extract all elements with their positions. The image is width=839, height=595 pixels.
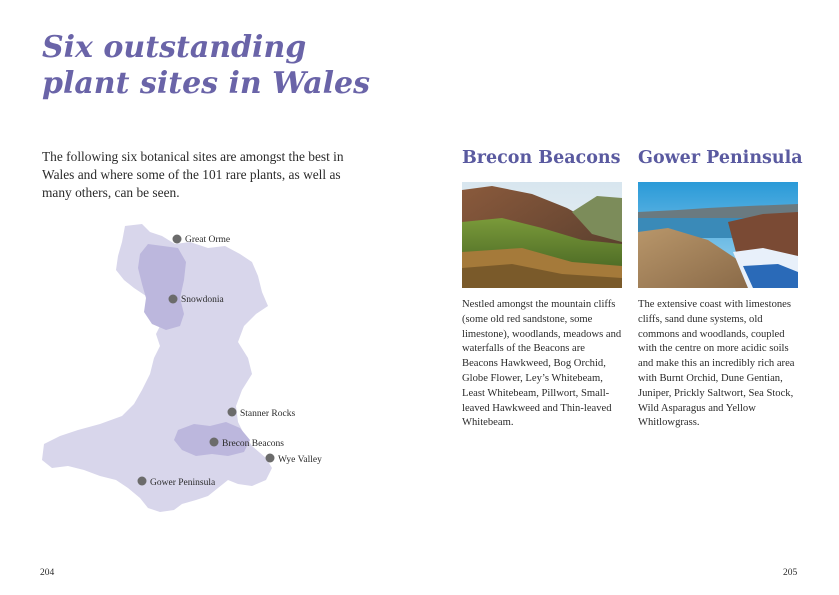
brecon-beacons-photo [462,182,622,288]
intro-paragraph: The following six botanical sites are amongst the best in Wales and where some of the 101 rare plants, as well as many others, can be seen. [42,149,344,200]
site-heading: Brecon Beacons [462,148,621,168]
page-title: Six outstanding plant sites in Wales [42,30,371,101]
map-label-brecon-beacons: Brecon Beacons [222,439,284,449]
site-description: Nestled amongst the mountain cliffs (some old red sandstone, some limestone), woodlands, meadows and waterfalls of the Beacons are Beacons Hawkweed, Bog Orchid, Globe Flower, Ley’s Whitebeam, Least Whitebeam, Pillwort, Small-leaved Hawkweed and Thin-leaved Whitebeam. [462,299,622,429]
wales-map [30,218,360,523]
site-column-brecon-beacons [462,146,622,431]
gower-peninsula-photo [638,182,798,288]
map-marker-dot [173,235,182,244]
map-marker-stanner-rocks [228,408,296,420]
map-marker-wye-valley [266,454,323,466]
site-heading: Gower Peninsula [638,148,803,168]
map-label-snowdonia: Snowdonia [181,295,224,305]
map-label-gower-peninsula: Gower Peninsula [150,478,216,488]
map-marker-dot [138,477,147,486]
map-label-great-orme: Great Orme [185,235,231,245]
page-number-right: 205 [783,568,798,578]
map-marker-gower-peninsula [138,477,216,489]
map-marker-dot [169,295,178,304]
map-marker-dot [266,454,275,463]
snowdonia-region [138,244,186,330]
site-column-gower-peninsula [638,146,803,431]
map-marker-dot [228,408,237,417]
site-description: The extensive coast with limestones cliffs, sand dune systems, old commons and woodlands, coupled with the centre on more acidic soils and make this an incredibly rich area with Burnt Orchid, Dune Gentian, Juniper, Prickly Saltwort, Sea Stock, Wild Asparagus and Yellow Whitlowgrass. [638,299,795,429]
page-number-left: 204 [40,568,55,578]
map-label-wye-valley: Wye Valley [278,455,322,465]
map-label-stanner-rocks: Stanner Rocks [240,409,296,419]
map-marker-dot [210,438,219,447]
